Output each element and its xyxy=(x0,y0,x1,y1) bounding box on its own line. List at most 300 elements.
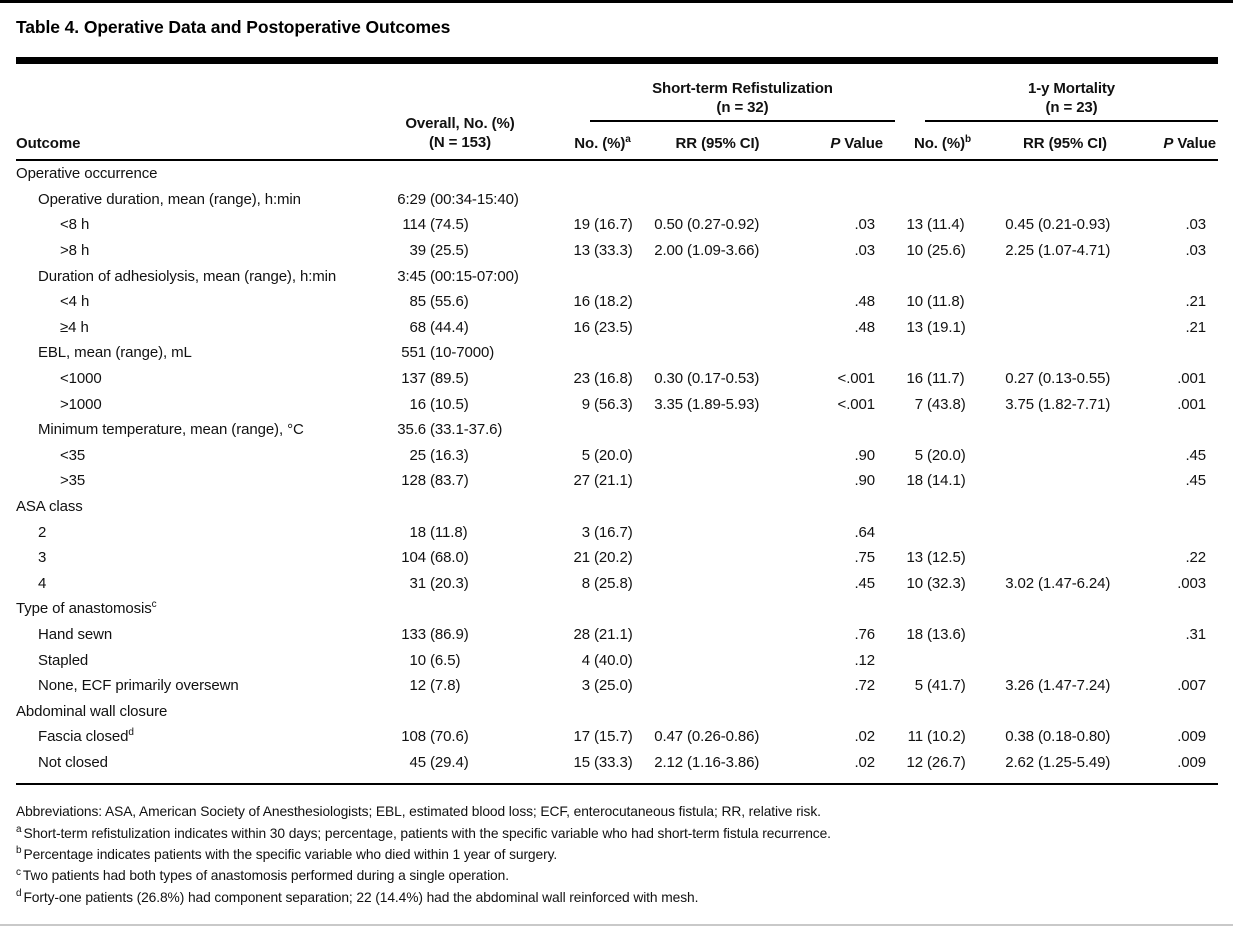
table-row xyxy=(16,622,1218,648)
cell-number: 10 xyxy=(409,651,426,669)
data-cell xyxy=(895,238,990,264)
outcome-cell: Abdominal wall closure xyxy=(16,702,168,720)
data-cell xyxy=(895,366,990,392)
cell-paren: (1.47-7.24) xyxy=(1038,677,1111,695)
data-cell xyxy=(790,596,895,622)
data-cell xyxy=(895,187,990,213)
data-cell: .75 xyxy=(854,549,875,567)
cell-number: 128 xyxy=(401,472,426,490)
data-cell xyxy=(645,494,790,520)
table-row xyxy=(16,443,1218,469)
cell-paren: (23.5) xyxy=(594,318,633,336)
group-header-line1: Short-term Refistulization xyxy=(652,80,833,97)
data-cell xyxy=(645,160,790,187)
cell-paren: (11.4) xyxy=(927,216,965,234)
data-cell xyxy=(790,340,895,366)
cell-paren: (43.8) xyxy=(927,395,966,413)
data-cell xyxy=(360,468,560,494)
cell-paren: (33.3) xyxy=(594,242,633,260)
data-cell xyxy=(990,519,1140,545)
footnote-marker: c xyxy=(151,599,157,611)
data-cell xyxy=(645,571,790,597)
outcome-cell: >8 h xyxy=(60,242,90,260)
data-cell: .90 xyxy=(854,472,875,490)
cell-number: 21 xyxy=(573,549,590,567)
data-cell xyxy=(1140,417,1218,443)
cell-number: 0.45 xyxy=(1005,216,1034,234)
data-cell xyxy=(895,519,990,545)
cell-paren: (6.5) xyxy=(430,651,461,669)
data-cell xyxy=(990,417,1140,443)
cell-paren: (74.5) xyxy=(430,216,469,234)
cell-number: 13 xyxy=(906,318,923,336)
column-header: No. (%)$^a$ xyxy=(560,122,645,160)
data-cell xyxy=(645,315,790,341)
bottom-gray-rule xyxy=(0,924,1233,926)
footnotes xyxy=(16,801,1218,908)
outcome-cell: >1000 xyxy=(60,395,102,413)
cell-paren: (25.5) xyxy=(430,242,469,260)
cell-paren: (0.18-0.80) xyxy=(1038,728,1111,746)
cell-number: 31 xyxy=(409,574,426,592)
cell-number: 6:29 xyxy=(397,190,426,208)
data-cell xyxy=(360,187,560,213)
cell-paren: (19.1) xyxy=(927,318,966,336)
cell-paren: (0.27-0.92) xyxy=(687,216,760,234)
data-cell: .03 xyxy=(854,216,875,234)
table-row xyxy=(16,238,1218,264)
data-cell: .001 xyxy=(1177,370,1207,388)
cell-number: 3.75 xyxy=(1005,395,1034,413)
outcome-cell: EBL, mean (range), mL xyxy=(38,344,192,362)
table-row xyxy=(16,698,1218,724)
data-cell xyxy=(560,315,645,341)
cell-paren: (26.7) xyxy=(927,753,966,771)
data-cell xyxy=(990,160,1140,187)
cell-paren: (1.89-5.93) xyxy=(687,395,760,413)
outcome-cell: Stapled xyxy=(38,651,89,669)
data-cell xyxy=(360,545,560,571)
column-header: P Value xyxy=(790,122,895,160)
data-cell xyxy=(895,571,990,597)
header-spanner-row xyxy=(16,64,1218,122)
data-cell xyxy=(790,494,895,520)
data-cell xyxy=(990,673,1140,699)
footnote-marker: a xyxy=(16,824,22,836)
data-cell xyxy=(1140,263,1218,289)
data-cell xyxy=(560,340,645,366)
cell-number: 133 xyxy=(401,625,426,643)
group-header-refistulization xyxy=(560,64,895,122)
cell-paren: (41.7) xyxy=(927,677,966,695)
cell-number: 39 xyxy=(409,242,426,260)
data-cell xyxy=(360,519,560,545)
data-cell xyxy=(645,545,790,571)
cell-number: 2.12 xyxy=(654,753,683,771)
data-cell: .007 xyxy=(1177,677,1207,695)
data-cell xyxy=(895,596,990,622)
table-row xyxy=(16,494,1218,520)
cell-paren: (12.5) xyxy=(927,549,966,567)
cell-paren: (1.16-3.86) xyxy=(687,753,760,771)
footnote: $^d$ Forty-one patients (26.8%) had component separation; 22 (14.4%) had the abdominal wall reinforced with mesh. xyxy=(16,888,699,905)
data-cell: .03 xyxy=(854,242,875,260)
cell-paren: (0.17-0.53) xyxy=(687,370,760,388)
cell-number: 0.27 xyxy=(1005,370,1034,388)
data-cell: .48 xyxy=(854,318,875,336)
column-header: RR (95% CI) xyxy=(645,122,790,160)
data-cell xyxy=(360,698,560,724)
table-row xyxy=(16,391,1218,417)
cell-number: 27 xyxy=(573,472,590,490)
data-cell xyxy=(360,238,560,264)
outcome-cell: 3 xyxy=(38,549,47,567)
cell-paren: (15.7) xyxy=(594,728,633,746)
cell-paren: (1.09-3.66) xyxy=(687,242,760,260)
cell-paren: (16.7) xyxy=(594,523,633,541)
table-row xyxy=(16,750,1218,776)
data-cell xyxy=(560,443,645,469)
data-cell xyxy=(645,263,790,289)
cell-paren: (0.26-0.86) xyxy=(687,728,760,746)
data-cell xyxy=(560,160,645,187)
data-cell xyxy=(360,417,560,443)
cell-number: 8 xyxy=(581,574,590,592)
table-row xyxy=(16,366,1218,392)
outcome-cell: Hand sewn xyxy=(38,625,113,643)
cell-paren: (33.1-37.6) xyxy=(430,421,503,439)
cell-number: 17 xyxy=(573,728,590,746)
data-cell xyxy=(360,391,560,417)
p-italic: P xyxy=(1163,135,1174,152)
data-cell xyxy=(560,571,645,597)
cell-number: 3 xyxy=(581,677,590,695)
data-cell: .02 xyxy=(854,728,875,746)
data-cell xyxy=(360,596,560,622)
data-cell xyxy=(790,187,895,213)
cell-number: 0.30 xyxy=(654,370,683,388)
data-cell xyxy=(645,596,790,622)
footnote-marker: a xyxy=(625,134,631,145)
cell-number: 85 xyxy=(409,293,426,311)
cell-paren: (86.9) xyxy=(430,625,469,643)
cell-paren: (33.3) xyxy=(594,753,633,771)
data-cell xyxy=(790,160,895,187)
cell-paren: (89.5) xyxy=(430,370,469,388)
table-row xyxy=(16,340,1218,366)
cell-number: 16 xyxy=(906,370,923,388)
cell-paren: (25.8) xyxy=(594,574,633,592)
group-header-spanner xyxy=(590,79,895,122)
outcome-cell: Minimum temperature, mean (range), °C xyxy=(38,421,304,439)
data-cell xyxy=(645,443,790,469)
data-cell: .45 xyxy=(1185,446,1207,464)
cell-number: 28 xyxy=(573,625,590,643)
data-cell xyxy=(360,160,560,187)
data-cell xyxy=(360,673,560,699)
outcome-cell: None, ECF primarily oversewn xyxy=(38,677,239,695)
data-cell xyxy=(360,263,560,289)
data-cell xyxy=(645,724,790,750)
data-cell xyxy=(360,212,560,238)
data-cell: <.001 xyxy=(837,370,875,388)
cell-paren: (0.21-0.93) xyxy=(1038,216,1111,234)
cell-paren: (25.0) xyxy=(594,677,633,695)
cell-number: 108 xyxy=(401,728,426,746)
cell-number: 104 xyxy=(401,549,426,567)
cell-paren: (10.2) xyxy=(927,728,966,746)
data-cell xyxy=(1140,519,1218,545)
data-cell xyxy=(560,622,645,648)
top-border-rule xyxy=(0,0,1233,3)
data-cell xyxy=(560,724,645,750)
outcomes-table xyxy=(16,64,1218,775)
outcome-cell: ≥4 h xyxy=(60,318,89,336)
data-cell xyxy=(990,596,1140,622)
data-cell xyxy=(895,750,990,776)
group-header-mortality xyxy=(895,64,1218,122)
cell-paren: (00:34-15:40) xyxy=(430,190,519,208)
data-cell xyxy=(645,340,790,366)
cell-number: 10 xyxy=(906,242,923,260)
cell-number: 5 xyxy=(581,446,590,464)
cell-number: 16 xyxy=(573,293,590,311)
data-cell xyxy=(560,750,645,776)
cell-number: 3:45 xyxy=(397,267,426,285)
data-cell: .45 xyxy=(854,574,875,592)
table-row xyxy=(16,160,1218,187)
data-cell xyxy=(560,417,645,443)
cell-paren: (20.0) xyxy=(594,446,633,464)
cell-paren: (16.8) xyxy=(594,370,633,388)
data-cell xyxy=(360,366,560,392)
cell-paren: (68.0) xyxy=(430,549,469,567)
data-cell xyxy=(990,289,1140,315)
data-cell xyxy=(645,238,790,264)
p-italic: P xyxy=(830,135,841,152)
data-cell xyxy=(645,698,790,724)
cell-number: 13 xyxy=(906,216,923,234)
data-cell xyxy=(895,212,990,238)
data-cell xyxy=(645,366,790,392)
data-cell xyxy=(1140,596,1218,622)
table-row xyxy=(16,468,1218,494)
data-cell xyxy=(895,417,990,443)
data-cell xyxy=(895,160,990,187)
table-row xyxy=(16,315,1218,341)
data-cell xyxy=(360,724,560,750)
footnote: $^b$ Percentage indicates patients with the specific variable who died within 1 year of surgery. xyxy=(16,845,558,863)
data-cell xyxy=(990,315,1140,341)
outcome-cell: Type of anastomosis$^c$ xyxy=(16,599,157,618)
cell-number: 2.00 xyxy=(654,242,683,260)
data-cell xyxy=(990,468,1140,494)
data-cell xyxy=(560,673,645,699)
cell-paren: (13.6) xyxy=(927,625,966,643)
data-cell: .21 xyxy=(1185,293,1207,311)
cell-number: 16 xyxy=(409,395,426,413)
cell-number: 35.6 xyxy=(397,421,426,439)
data-cell: .003 xyxy=(1177,574,1207,592)
cell-paren: (1.82-7.71) xyxy=(1038,395,1111,413)
cell-number: 551 xyxy=(401,344,426,362)
data-cell: .001 xyxy=(1177,395,1207,413)
data-cell xyxy=(990,263,1140,289)
cell-number: 13 xyxy=(573,242,590,260)
data-cell xyxy=(895,724,990,750)
cell-paren: (10-7000) xyxy=(430,344,495,362)
data-cell xyxy=(560,698,645,724)
data-cell xyxy=(990,647,1140,673)
table-row xyxy=(16,187,1218,213)
data-cell xyxy=(645,391,790,417)
footer-separator-rule xyxy=(16,783,1218,785)
data-cell xyxy=(560,238,645,264)
column-header: RR (95% CI) xyxy=(990,122,1140,160)
cell-number: 0.50 xyxy=(654,216,683,234)
cell-number: 3.26 xyxy=(1005,677,1034,695)
cell-number: 9 xyxy=(581,395,590,413)
cell-paren: (32.3) xyxy=(927,574,966,592)
data-cell xyxy=(990,571,1140,597)
data-cell xyxy=(560,289,645,315)
cell-number: 3 xyxy=(581,523,590,541)
data-cell xyxy=(990,187,1140,213)
table-row xyxy=(16,519,1218,545)
data-cell xyxy=(790,698,895,724)
outcome-cell: >35 xyxy=(60,472,86,490)
cell-number: 2.25 xyxy=(1005,242,1034,260)
cell-paren: (10.5) xyxy=(430,395,469,413)
group-header-line2: (n = 32) xyxy=(716,99,769,116)
data-cell: .02 xyxy=(854,753,875,771)
data-cell xyxy=(645,673,790,699)
footnote: $^c$ Two patients had both types of anastomosis performed during a single operation. xyxy=(16,866,509,884)
data-cell xyxy=(990,366,1140,392)
data-cell: .76 xyxy=(854,625,875,643)
cell-number: 4 xyxy=(581,651,590,669)
data-cell xyxy=(895,647,990,673)
cell-number: 23 xyxy=(573,370,590,388)
cell-paren: (40.0) xyxy=(594,651,633,669)
table-row xyxy=(16,263,1218,289)
cell-number: 3.35 xyxy=(654,395,683,413)
data-cell: .48 xyxy=(854,293,875,311)
data-cell xyxy=(645,187,790,213)
data-cell: .12 xyxy=(854,651,875,669)
cell-paren: (11.8) xyxy=(927,293,965,311)
data-cell xyxy=(560,187,645,213)
data-cell: .64 xyxy=(854,523,875,541)
cell-number: 45 xyxy=(409,753,426,771)
data-cell xyxy=(560,468,645,494)
data-cell xyxy=(560,494,645,520)
data-cell xyxy=(360,340,560,366)
data-cell: .03 xyxy=(1185,216,1207,234)
cell-paren: (1.07-4.71) xyxy=(1038,242,1111,260)
cell-paren: (70.6) xyxy=(430,728,469,746)
data-cell xyxy=(360,315,560,341)
table-body xyxy=(16,160,1218,775)
cell-number: 114 xyxy=(402,216,426,234)
data-cell: .21 xyxy=(1185,318,1207,336)
column-header: P Value xyxy=(1140,122,1218,160)
data-cell xyxy=(895,468,990,494)
data-cell xyxy=(1140,494,1218,520)
data-cell xyxy=(990,698,1140,724)
data-cell xyxy=(895,289,990,315)
cell-number: 10 xyxy=(906,574,923,592)
table-row xyxy=(16,289,1218,315)
table-head xyxy=(16,64,1218,160)
header-thick-rule xyxy=(16,57,1218,64)
data-cell: .90 xyxy=(854,446,875,464)
data-cell xyxy=(1140,187,1218,213)
outcome-cell: ASA class xyxy=(16,498,83,516)
data-cell xyxy=(645,622,790,648)
cell-paren: (16.7) xyxy=(594,216,633,234)
footnote: $^a$ Short-term refistulization indicates within 30 days; percentage, patients with the specific variable who had short-term fistula recurrence. xyxy=(16,824,831,841)
data-cell xyxy=(895,263,990,289)
data-cell xyxy=(645,289,790,315)
cell-number: 7 xyxy=(914,395,923,413)
data-cell xyxy=(360,647,560,673)
footnote-marker: d xyxy=(16,888,22,900)
overall-column-header xyxy=(360,64,560,160)
cell-paren: (44.4) xyxy=(430,318,469,336)
outcome-cell: 2 xyxy=(38,523,47,541)
cell-number: 68 xyxy=(409,318,426,336)
cell-number: 3.02 xyxy=(1005,574,1034,592)
cell-number: 12 xyxy=(906,753,923,771)
data-cell: .009 xyxy=(1177,753,1207,771)
cell-number: 18 xyxy=(906,472,923,490)
overall-header-line1: Overall, No. (%) xyxy=(405,115,515,132)
data-cell xyxy=(895,698,990,724)
data-cell xyxy=(990,443,1140,469)
data-cell xyxy=(990,750,1140,776)
data-cell xyxy=(560,545,645,571)
cell-number: 5 xyxy=(914,446,923,464)
data-cell xyxy=(790,263,895,289)
data-cell xyxy=(360,571,560,597)
data-cell xyxy=(645,417,790,443)
table-row xyxy=(16,212,1218,238)
group-header-line1: 1-y Mortality xyxy=(1027,80,1116,97)
column-header: No. (%)$^b$ xyxy=(895,122,990,160)
data-cell xyxy=(360,750,560,776)
outcome-cell: Operative duration, mean (range), h:min xyxy=(38,190,301,208)
cell-number: 137 xyxy=(401,370,426,388)
data-cell xyxy=(560,647,645,673)
data-cell xyxy=(895,315,990,341)
data-cell xyxy=(895,443,990,469)
cell-paren: (00:15-07:00) xyxy=(430,267,519,285)
data-cell xyxy=(645,519,790,545)
data-cell xyxy=(990,724,1140,750)
cell-number: 5 xyxy=(914,677,923,695)
data-cell xyxy=(360,622,560,648)
data-cell xyxy=(990,238,1140,264)
data-cell xyxy=(560,391,645,417)
data-cell: <.001 xyxy=(837,395,875,413)
table-row xyxy=(16,673,1218,699)
data-cell xyxy=(1140,647,1218,673)
cell-number: 19 xyxy=(573,216,590,234)
cell-paren: (20.2) xyxy=(594,549,633,567)
data-cell xyxy=(895,494,990,520)
cell-number: 0.38 xyxy=(1005,728,1034,746)
